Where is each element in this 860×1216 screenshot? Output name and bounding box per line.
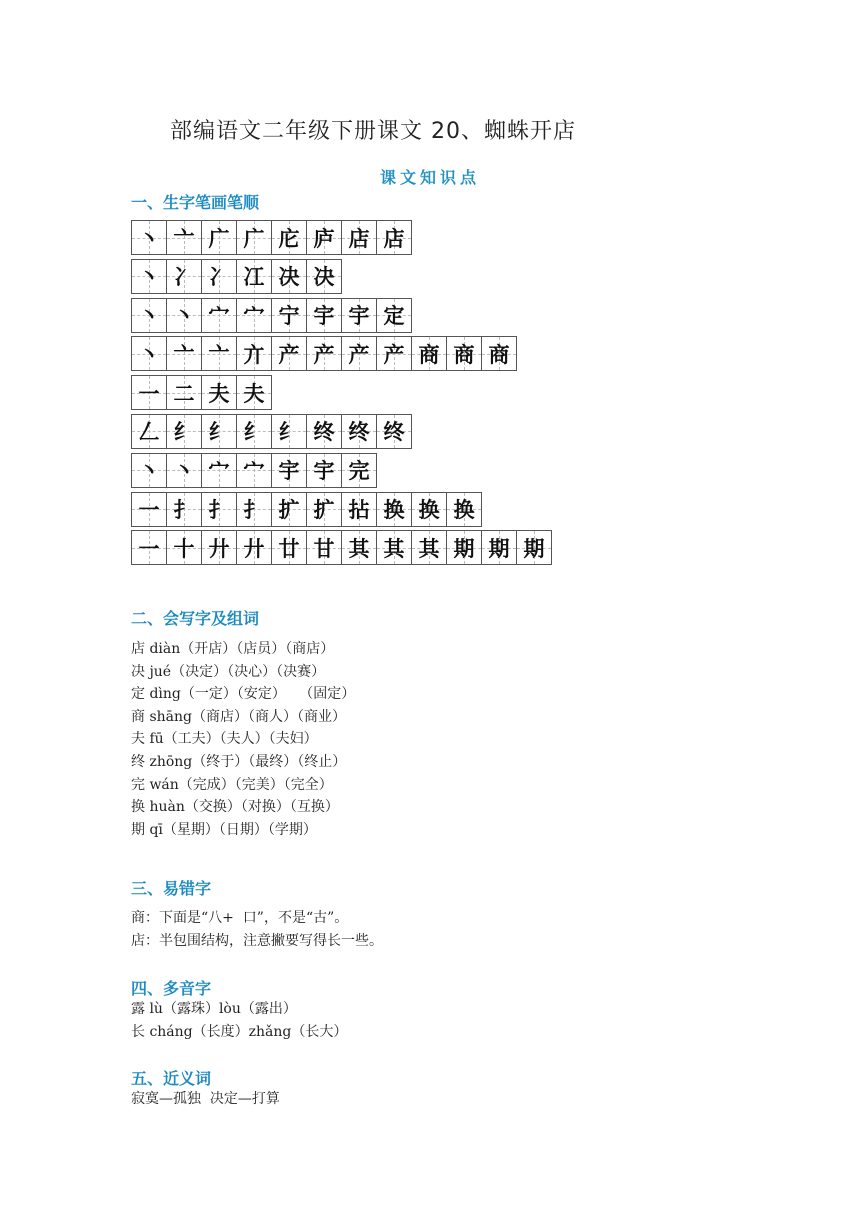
stroke-glyph: 一 xyxy=(138,381,160,406)
stroke-glyph: 十 xyxy=(173,536,195,561)
stroke-cell xyxy=(306,259,342,294)
synonym-list xyxy=(131,1088,280,1111)
stroke-glyph: 完 xyxy=(348,459,370,484)
stroke-glyph: 终 xyxy=(313,420,335,445)
polyphone-line: 露 lù（露珠）lòu（露出） xyxy=(131,1001,297,1017)
word-line: 决 jué（决定）（决心）（决赛） xyxy=(131,663,326,680)
synonym-line: 寂寞—孤独 决定—打算 xyxy=(131,1091,280,1107)
stroke-cell xyxy=(166,492,202,527)
stroke-glyph: 一 xyxy=(138,536,160,561)
stroke-glyph: 店 xyxy=(383,226,405,251)
stroke-cell xyxy=(131,220,167,255)
stroke-glyph: 商 xyxy=(453,342,475,367)
stroke-glyph: 扌 xyxy=(208,498,230,523)
stroke-cell xyxy=(306,453,342,488)
stroke-cell xyxy=(376,492,412,527)
stroke-glyph: 产 xyxy=(383,342,405,367)
stroke-cell xyxy=(306,336,342,371)
stroke-row xyxy=(131,453,551,488)
stroke-cell xyxy=(271,453,307,488)
stroke-cell xyxy=(271,298,307,333)
stroke-glyph: 丶 xyxy=(138,342,160,367)
stroke-row xyxy=(131,375,551,410)
stroke-cell xyxy=(201,492,237,527)
stroke-cell xyxy=(201,336,237,371)
stroke-glyph: 亠 xyxy=(173,226,195,251)
stroke-glyph: 亠 xyxy=(173,342,195,367)
stroke-cell xyxy=(201,414,237,449)
stroke-glyph: 宇 xyxy=(313,304,335,329)
stroke-row xyxy=(131,492,551,527)
stroke-glyph: 其 xyxy=(383,536,405,561)
stroke-cell xyxy=(131,453,167,488)
stroke-glyph: 纟 xyxy=(173,420,195,445)
stroke-glyph: 纟 xyxy=(208,420,230,445)
stroke-glyph: 宀 xyxy=(243,459,265,484)
section-heading-words: 二、会写字及组词 xyxy=(131,609,260,628)
stroke-glyph: 宇 xyxy=(348,304,370,329)
stroke-glyph: 产 xyxy=(278,342,300,367)
stroke-glyph: 期 xyxy=(523,536,545,561)
stroke-cell xyxy=(481,530,517,565)
stroke-glyph: 定 xyxy=(383,304,405,329)
stroke-cell xyxy=(131,492,167,527)
document-title: 部编语文二年级下册课文 20、蜘蛛开店 xyxy=(170,119,576,144)
stroke-glyph: 庀 xyxy=(278,226,300,251)
stroke-cell xyxy=(271,220,307,255)
stroke-cell xyxy=(341,492,377,527)
stroke-glyph: 廾 xyxy=(208,536,230,561)
stroke-cell xyxy=(236,492,272,527)
stroke-cell xyxy=(131,259,167,294)
word-line: 商 shāng（商店）（商人）（商业） xyxy=(131,708,346,725)
stroke-glyph: 商 xyxy=(488,342,510,367)
stroke-glyph: 丶 xyxy=(138,459,160,484)
stroke-glyph: 纟 xyxy=(278,420,300,445)
stroke-glyph: 廿 xyxy=(278,536,300,561)
stroke-cell xyxy=(131,375,167,410)
word-line: 完 wán（完成）（完美）（完全） xyxy=(131,776,333,793)
stroke-glyph: 冫 xyxy=(208,265,230,290)
stroke-row xyxy=(131,336,551,371)
stroke-cell xyxy=(271,530,307,565)
stroke-glyph: 产 xyxy=(348,342,370,367)
stroke-glyph: 广 xyxy=(243,226,265,251)
stroke-cell xyxy=(236,453,272,488)
stroke-glyph: 宀 xyxy=(243,304,265,329)
stroke-cell xyxy=(341,453,377,488)
stroke-cell xyxy=(446,492,482,527)
error-line: 店：半包围结构，注意撇要写得长一些。 xyxy=(131,932,383,949)
stroke-glyph: 𠃋 xyxy=(138,420,160,445)
stroke-cell xyxy=(271,259,307,294)
document-subtitle: 课文知识点 xyxy=(379,168,480,187)
stroke-glyph: 丶 xyxy=(138,304,160,329)
stroke-glyph: 宇 xyxy=(278,459,300,484)
stroke-cell xyxy=(306,414,342,449)
stroke-cell xyxy=(271,414,307,449)
polyphone-line: 长 cháng（长度）zhǎng（长大） xyxy=(131,1023,348,1040)
stroke-glyph: 纟 xyxy=(243,420,265,445)
stroke-glyph: 广 xyxy=(208,226,230,251)
stroke-cell xyxy=(341,530,377,565)
stroke-cell xyxy=(376,530,412,565)
stroke-glyph: 扩 xyxy=(278,498,300,523)
stroke-cell xyxy=(236,298,272,333)
stroke-glyph: 丶 xyxy=(138,265,160,290)
stroke-cell xyxy=(201,453,237,488)
word-line: 终 zhōng（终于）（最终）（终止） xyxy=(131,753,347,770)
stroke-glyph: 换 xyxy=(453,498,475,523)
word-line: 换 huàn（交换）（对换）（互换） xyxy=(131,799,339,816)
word-list xyxy=(131,638,355,841)
stroke-cell xyxy=(411,336,447,371)
stroke-glyph: 二 xyxy=(173,381,195,406)
stroke-cell xyxy=(166,298,202,333)
stroke-cell xyxy=(376,298,412,333)
stroke-glyph: 亣 xyxy=(243,342,265,367)
stroke-cell xyxy=(411,492,447,527)
word-line: 夫 fū（工夫）（夫人）（夫妇） xyxy=(131,731,318,748)
stroke-cell xyxy=(306,220,342,255)
stroke-cell xyxy=(306,492,342,527)
stroke-cell xyxy=(236,414,272,449)
stroke-cell xyxy=(201,298,237,333)
stroke-cell xyxy=(236,336,272,371)
stroke-cell xyxy=(306,530,342,565)
stroke-glyph: 决 xyxy=(278,265,300,290)
stroke-cell xyxy=(271,492,307,527)
stroke-cell xyxy=(166,453,202,488)
stroke-cell xyxy=(131,298,167,333)
stroke-cell xyxy=(271,336,307,371)
section-heading-errors: 三、易错字 xyxy=(131,879,212,898)
stroke-cell xyxy=(376,336,412,371)
stroke-glyph: 商 xyxy=(418,342,440,367)
section-heading-polyphones: 四、多音字 xyxy=(131,979,212,998)
stroke-cell xyxy=(166,530,202,565)
stroke-glyph: 终 xyxy=(348,420,370,445)
stroke-cell xyxy=(376,414,412,449)
stroke-cell xyxy=(166,414,202,449)
stroke-cell xyxy=(341,220,377,255)
stroke-glyph: 丶 xyxy=(173,304,195,329)
word-line: 期 qī（星期）（日期）（学期） xyxy=(131,821,317,838)
stroke-glyph: 换 xyxy=(418,498,440,523)
stroke-row xyxy=(131,414,551,449)
stroke-cell xyxy=(236,220,272,255)
stroke-glyph: 冮 xyxy=(243,265,265,290)
stroke-glyph: 扌 xyxy=(243,498,265,523)
stroke-glyph: 决 xyxy=(313,265,335,290)
stroke-glyph: 庐 xyxy=(313,226,335,251)
stroke-cell xyxy=(411,530,447,565)
stroke-cell xyxy=(446,336,482,371)
error-list xyxy=(131,907,383,952)
stroke-glyph: 宀 xyxy=(208,459,230,484)
stroke-glyph: 产 xyxy=(313,342,335,367)
stroke-cell xyxy=(481,336,517,371)
stroke-cell xyxy=(166,375,202,410)
stroke-cell xyxy=(306,298,342,333)
stroke-glyph: 期 xyxy=(488,536,510,561)
stroke-row xyxy=(131,220,551,255)
stroke-cell xyxy=(376,220,412,255)
stroke-cell xyxy=(131,530,167,565)
polyphone-list xyxy=(131,998,347,1043)
stroke-cell xyxy=(341,414,377,449)
stroke-cell xyxy=(166,336,202,371)
section-heading-synonyms: 五、近义词 xyxy=(131,1069,212,1088)
stroke-cell xyxy=(201,530,237,565)
stroke-cell xyxy=(236,259,272,294)
stroke-row xyxy=(131,530,551,565)
error-line: 商：下面是“八+ 口”，不是“古”。 xyxy=(131,910,349,926)
stroke-cell xyxy=(341,336,377,371)
word-line: 定 dìng（一定）（安定） （固定） xyxy=(131,686,356,703)
stroke-cell xyxy=(516,530,552,565)
section-heading-strokes: 一、生字笔画笔顺 xyxy=(131,193,260,212)
stroke-glyph: 拈 xyxy=(348,498,370,523)
stroke-glyph: 丶 xyxy=(173,459,195,484)
stroke-cell xyxy=(446,530,482,565)
stroke-cell xyxy=(131,414,167,449)
stroke-cell xyxy=(236,375,272,410)
stroke-cell xyxy=(131,336,167,371)
stroke-row xyxy=(131,298,551,333)
stroke-glyph: 宀 xyxy=(208,304,230,329)
stroke-glyph: 其 xyxy=(348,536,370,561)
stroke-row xyxy=(131,259,551,294)
word-line: 店 diàn（开店）（店员）（商店） xyxy=(131,641,335,657)
stroke-glyph: 丶 xyxy=(138,226,160,251)
stroke-glyph: 冫 xyxy=(173,265,195,290)
stroke-glyph: 店 xyxy=(348,226,370,251)
stroke-cell xyxy=(166,259,202,294)
stroke-cell xyxy=(236,530,272,565)
stroke-glyph: 夫 xyxy=(208,381,230,406)
stroke-glyph: 亠 xyxy=(208,342,230,367)
stroke-glyph: 扩 xyxy=(313,498,335,523)
stroke-glyph: 宇 xyxy=(313,459,335,484)
stroke-glyph: 一 xyxy=(138,498,160,523)
stroke-glyph: 换 xyxy=(383,498,405,523)
stroke-cell xyxy=(166,220,202,255)
stroke-cell xyxy=(201,375,237,410)
stroke-glyph: 扌 xyxy=(173,498,195,523)
stroke-glyph: 期 xyxy=(453,536,475,561)
stroke-glyph: 终 xyxy=(383,420,405,445)
stroke-cell xyxy=(201,220,237,255)
stroke-cell xyxy=(201,259,237,294)
stroke-order-grid xyxy=(131,220,551,569)
stroke-glyph: 其 xyxy=(418,536,440,561)
stroke-cell xyxy=(341,298,377,333)
stroke-glyph: 甘 xyxy=(313,536,335,561)
stroke-glyph: 夫 xyxy=(243,381,265,406)
stroke-glyph: 廾 xyxy=(243,536,265,561)
stroke-glyph: 宁 xyxy=(278,304,300,329)
